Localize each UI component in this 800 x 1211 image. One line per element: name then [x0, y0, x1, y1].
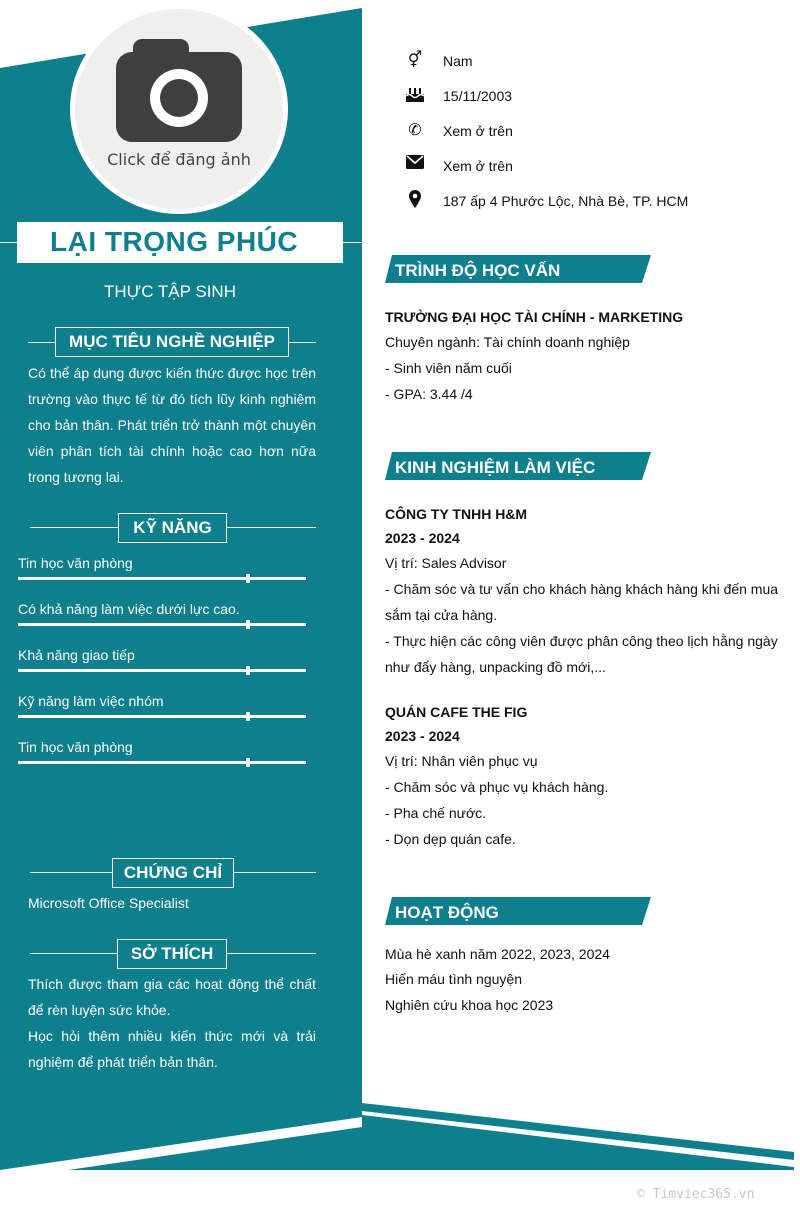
- activities-title: HOẠT ĐỘNG: [395, 903, 499, 922]
- certificates-title: CHỨNG CHỈ: [112, 858, 234, 888]
- email-value: Xem ở trên: [443, 158, 513, 174]
- skill-level-knob: [246, 758, 250, 767]
- job-line: - Chăm sóc và phục vụ khách hàng.: [385, 779, 609, 795]
- gender-icon: ⚥: [407, 52, 423, 69]
- footer-copyright[interactable]: © Timviec365.vn: [637, 1187, 755, 1202]
- name-line-right: [343, 242, 362, 243]
- skill-bar: [18, 623, 306, 626]
- hobbies-line: Thích được tham gia các hoạt động thể chất để rèn luyện sức khỏe.: [28, 976, 316, 1018]
- education-school: TRƯỜNG ĐẠI HỌC TÀI CHÍNH - MARKETING: [385, 309, 684, 325]
- skill-label: Kỹ năng làm việc nhóm: [18, 693, 164, 709]
- job-title: THỰC TẬP SINH: [104, 282, 236, 301]
- job-line: - Pha chế nước.: [385, 805, 487, 821]
- avatar-upload[interactable]: [75, 9, 283, 209]
- skill-level-knob: [246, 620, 250, 629]
- job-line: Vị trí: Nhân viên phục vụ: [385, 753, 538, 769]
- activity-item: Nghiên cứu khoa học 2023: [385, 997, 554, 1013]
- objective-text: Có thể áp dụng được kiến thức được học trên trường vào thực tế từ đó tích lũy kinh nghiệm cho bản thân. Phát triển trở thành một chuyên viên phân tích tài chính hoặc cao hơn nữa trong tương lai.: [28, 365, 316, 485]
- job-line: - Dọn dẹp quán cafe.: [385, 831, 516, 847]
- skills-title: KỸ NĂNG: [118, 513, 227, 543]
- hobbies-title: SỞ THÍCH: [117, 939, 227, 969]
- address-value: 187 ấp 4 Phước Lộc, Nhà Bè, TP. HCM: [443, 193, 689, 209]
- job-line: Vị trí: Sales Advisor: [385, 555, 507, 571]
- education-line: - GPA: 3.44 /4: [385, 386, 473, 402]
- email-icon: [403, 155, 427, 174]
- job-company: CÔNG TY TNHH H&M: [385, 506, 528, 522]
- experience-title: KINH NGHIỆM LÀM VIỆC: [395, 458, 596, 477]
- job-line: như đẩy hàng, unpacking đồ mới,...: [385, 659, 606, 675]
- job-line: - Thực hiện các công viên được phân công theo lịch hằng ngày: [385, 633, 778, 649]
- certificates-text: Microsoft Office Specialist: [28, 895, 189, 911]
- full-name: LẠI TRỌNG PHÚC: [50, 226, 299, 257]
- skill-label: Tin học văn phòng: [18, 555, 133, 571]
- phone-value: Xem ở trên: [443, 123, 513, 139]
- skill-label: Khả năng giao tiếp: [18, 647, 135, 663]
- avatar-caption[interactable]: Click để đăng ảnh: [107, 150, 251, 169]
- skill-bar: [18, 761, 306, 764]
- job-company: QUÁN CAFE THE FIG: [385, 704, 528, 720]
- education-line: - Sinh viên năm cuối: [385, 360, 512, 376]
- job-line: sắm tại cửa hàng.: [385, 607, 498, 623]
- skill-level-knob: [246, 574, 250, 583]
- skill-label: Có khả năng làm việc dưới lực cao.: [18, 601, 240, 617]
- camera-icon: [75, 9, 283, 209]
- skill-bar: [18, 577, 306, 580]
- name-line-left: [0, 242, 17, 243]
- skill-bar: [18, 669, 306, 672]
- objective-title: MỤC TIÊU NGHỀ NGHIỆP: [55, 327, 289, 357]
- birthday-value: 15/11/2003: [443, 88, 513, 104]
- skill-bar: [18, 715, 306, 718]
- skill-level-knob: [246, 666, 250, 675]
- skill-level-knob: [246, 712, 250, 721]
- phone-icon: ✆: [408, 122, 422, 139]
- job-line: - Chăm sóc và tư vấn cho khách hàng khách hàng khi đến mua: [385, 581, 779, 597]
- job-period: 2023 - 2024: [385, 530, 460, 546]
- job-period: 2023 - 2024: [385, 728, 460, 744]
- right-bottom-block: [362, 1115, 794, 1170]
- activity-item: Mùa hè xanh năm 2022, 2023, 2024: [385, 946, 610, 962]
- education-line: Chuyên ngành: Tài chính doanh nghiệp: [385, 334, 630, 350]
- hobbies-line: Học hỏi thêm nhiều kiến thức mới và trải nghiệm để phát triển bản thân.: [28, 1028, 316, 1070]
- birthday-cake-icon: [403, 85, 427, 108]
- gender-value: Nam: [443, 53, 473, 69]
- education-title: TRÌNH ĐỘ HỌC VẤN: [395, 261, 561, 280]
- location-icon: [403, 190, 427, 213]
- activity-item: Hiến máu tình nguyện: [385, 971, 522, 987]
- skill-label: Tin học văn phòng: [18, 739, 133, 755]
